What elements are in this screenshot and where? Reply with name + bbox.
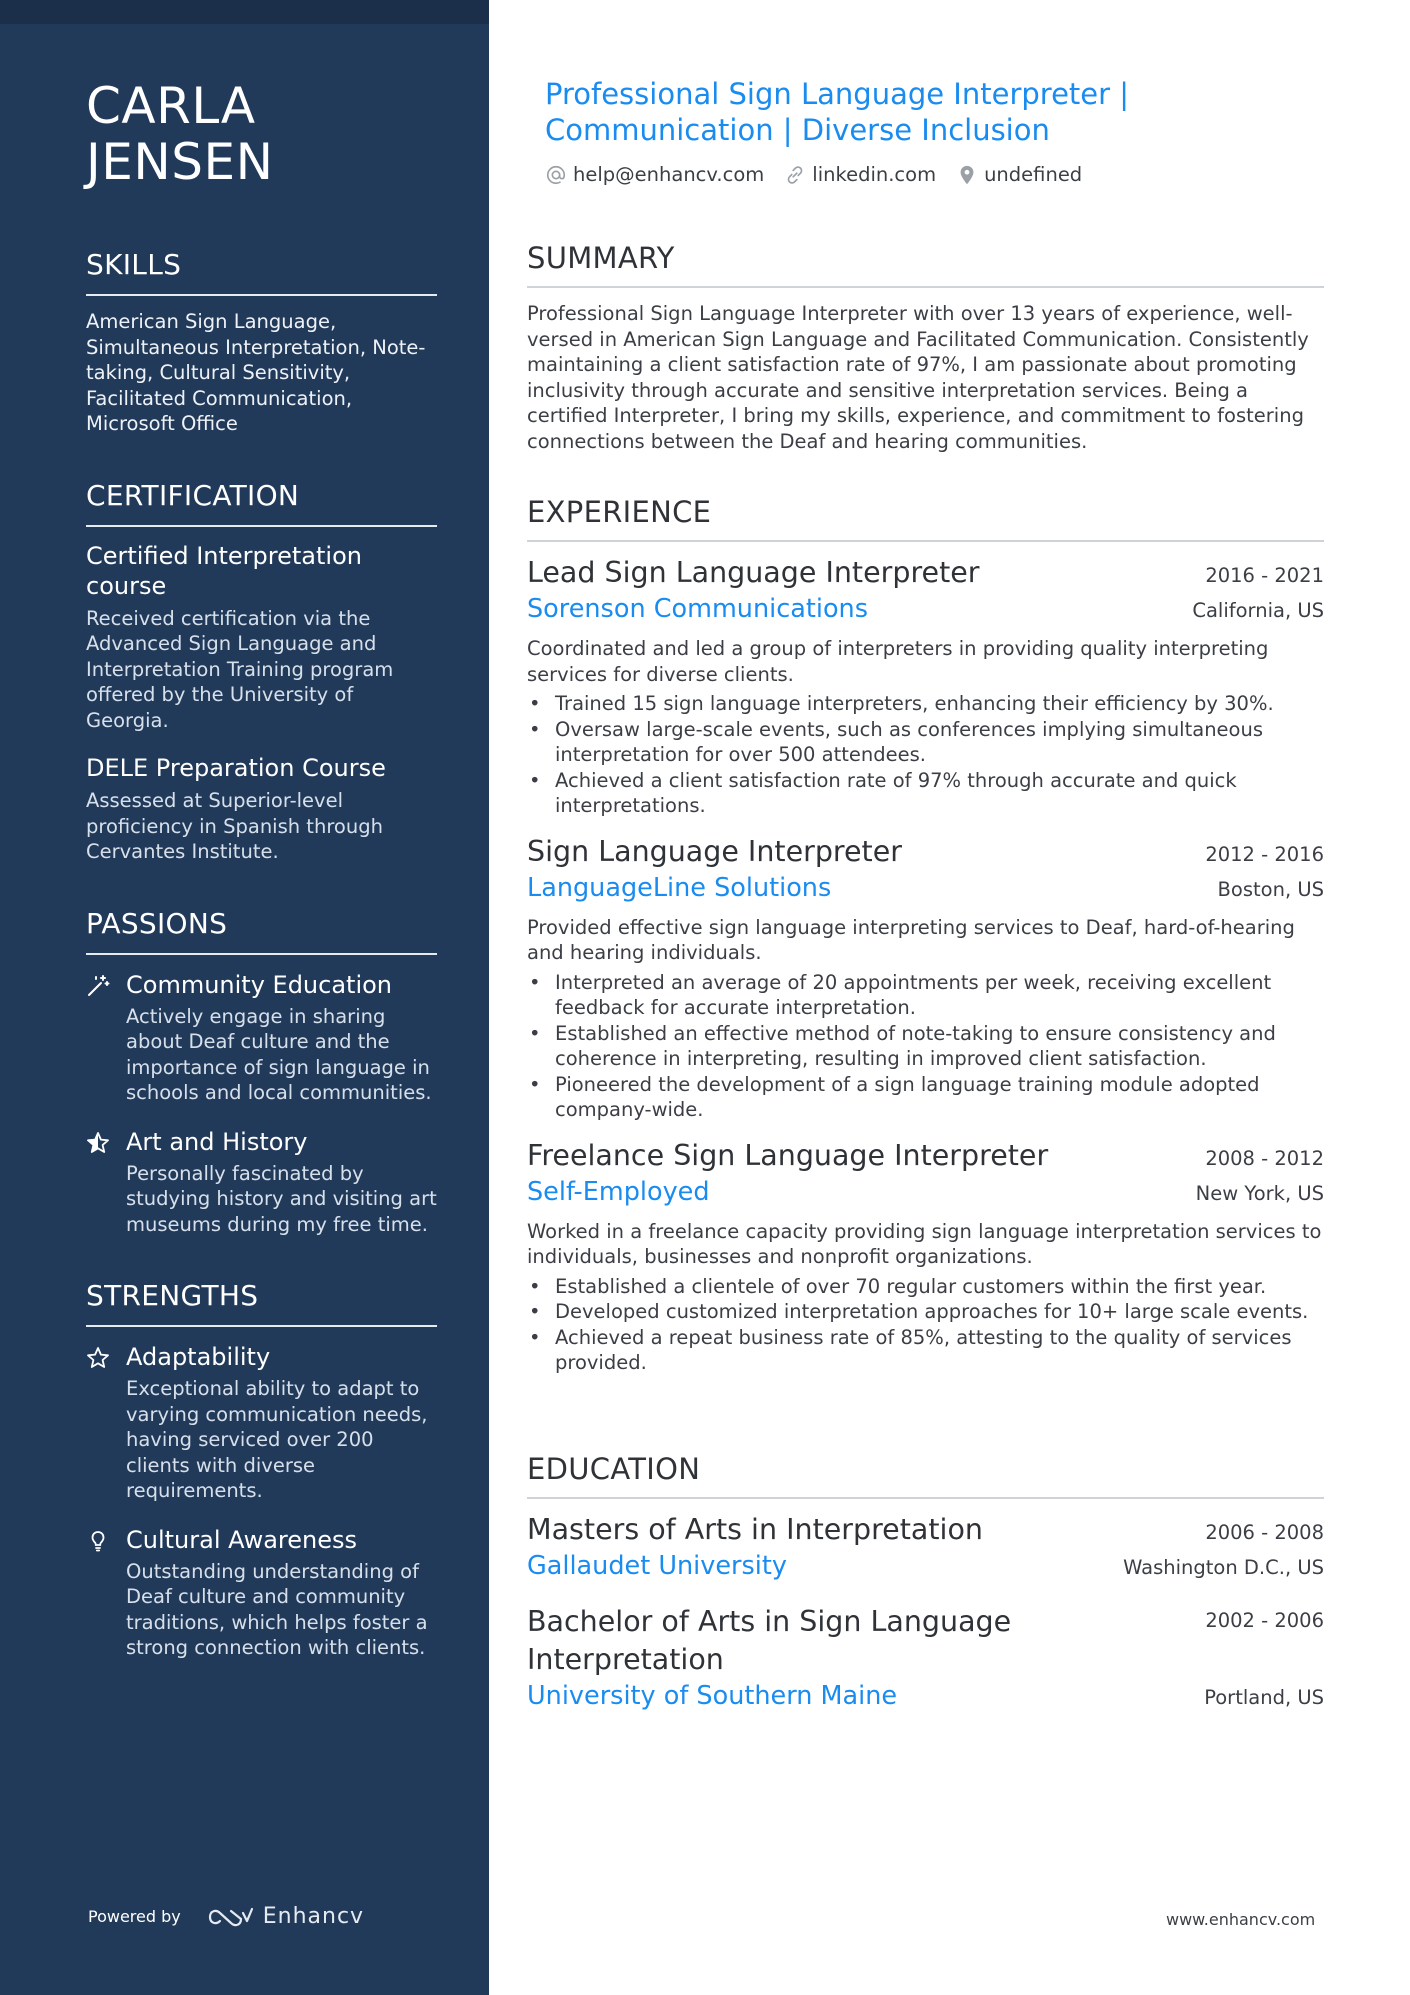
- job-bullet: • Achieved a repeat business rate of 85%, attesting to the quality of services provided.: [527, 1325, 1324, 1376]
- certification-item-title: DELE Preparation Course: [86, 754, 386, 782]
- job-bullet: • Established a clientele of over 70 regular customers within the first year.: [527, 1274, 1324, 1300]
- contact-linkedin[interactable]: [784, 163, 936, 186]
- strength-item-desc: Exceptional ability to adapt to varying communication needs, having serviced over 200 clients with diverse requirements.: [126, 1377, 428, 1502]
- enhancv-logo-text: Enhancv: [262, 1904, 365, 1929]
- summary-text: Professional Sign Language Interpreter with over 13 years of experience, well-versed in American Sign Language and Facilitated Communication. Consistently maintaining a client satisfaction rate of 97%, I am passionate about promoting inclusivity through accurate and sensitive interpretation services. Being a certified Interpreter, I bring my skills, experience, and commitment to fostering connections between the Deaf and hearing communities.: [527, 302, 1309, 453]
- certification-title: CERTIFICATION: [86, 479, 437, 527]
- education-item: [527, 1511, 1324, 1583]
- strengths-section: [86, 1279, 437, 1661]
- job-title: Sign Language Interpreter: [527, 834, 902, 868]
- star-icon: [86, 1346, 110, 1370]
- name-last: JENSEN: [86, 133, 274, 191]
- education-location: Portland, US: [1204, 1686, 1324, 1709]
- experience-item: [527, 1137, 1324, 1376]
- strength-item: [86, 1341, 437, 1504]
- job-bullets: [527, 691, 1324, 819]
- job-date: 2008 - 2012: [1205, 1146, 1324, 1170]
- strength-item: [86, 1524, 437, 1661]
- certification-item-desc: Assessed at Superior-level proficiency in Spanish through Cervantes Institute.: [86, 789, 383, 863]
- strength-item-title: Cultural Awareness: [126, 1525, 357, 1554]
- job-description: Provided effective sign language interpreting services to Deaf, hard-of-hearing and hearing individuals.: [527, 915, 1295, 964]
- job-bullet: • Pioneered the development of a sign language training module adopted company-wide.: [527, 1072, 1324, 1123]
- job-company: Sorenson Communications: [527, 594, 868, 624]
- job-bullet: • Trained 15 sign language interpreters, enhancing their efficiency by 30%.: [527, 691, 1324, 717]
- sidebar: [0, 0, 489, 1995]
- job-date: 2012 - 2016: [1205, 842, 1324, 866]
- education-section: [527, 1451, 1324, 1713]
- job-date: 2016 - 2021: [1205, 564, 1324, 587]
- job-location: California, US: [1192, 599, 1324, 622]
- certification-item-desc: Received certification via the Advanced Sign Language and Interpretation Training program offered by the University of Georgia.: [86, 606, 394, 732]
- candidate-name: [86, 78, 437, 190]
- name-first: CARLA: [86, 77, 256, 135]
- job-title: Lead Sign Language Interpreter: [527, 556, 980, 589]
- summary-section: [527, 240, 1324, 454]
- enhancv-logo-icon: [207, 1905, 255, 1929]
- passions-section: [86, 907, 437, 1238]
- certification-section: [86, 479, 437, 865]
- experience-item: [527, 833, 1324, 1123]
- passion-item-desc: Actively engage in sharing about Deaf culture and the importance of sign language in schools and local communities.: [126, 1004, 432, 1104]
- skills-text: American Sign Language, Simultaneous Interpretation, Note-taking, Cultural Sensitivity, Facilitated Communication, Microsoft Office: [86, 310, 426, 435]
- passion-item: [86, 969, 437, 1106]
- education-degree: Bachelor of Arts in Sign Language Interpretation: [527, 1605, 1012, 1676]
- passion-item: [86, 1126, 437, 1238]
- job-title: Freelance Sign Language Interpreter: [527, 1138, 1049, 1172]
- certification-item-title: Certified Interpretation course: [86, 541, 362, 600]
- job-description: Worked in a freelance capacity providing sign language interpretation services to individuals, businesses and nonprofit organizations.: [527, 1219, 1322, 1268]
- education-date: 2006 - 2008: [1205, 1521, 1324, 1544]
- skills-section: [86, 248, 437, 437]
- footer-url[interactable]: www.enhancv.com: [1166, 1910, 1316, 1929]
- headline: Professional Sign Language Interpreter | Communication | Diverse Inclusion: [545, 77, 1130, 147]
- passion-item-title: Art and History: [126, 1127, 308, 1156]
- job-company: Self-Employed: [527, 1176, 710, 1207]
- education-school: University of Southern Maine: [527, 1681, 898, 1711]
- education-title: EDUCATION: [527, 1451, 1324, 1499]
- certification-item: [86, 541, 437, 734]
- job-bullet: • Established an effective method of note-taking to ensure consistency and coherence in interpreting, resulting in improved client satisfaction.: [527, 1021, 1324, 1072]
- powered-by-label: Powered by: [88, 1907, 181, 1926]
- experience-title: EXPERIENCE: [527, 494, 1324, 542]
- education-item: [527, 1603, 1324, 1713]
- education-school: Gallaudet University: [527, 1551, 787, 1581]
- enhancv-logo[interactable]: [207, 1904, 364, 1929]
- contact-location-text: undefined: [984, 163, 1083, 186]
- job-bullet: • Developed customized interpretation approaches for 10+ large scale events.: [527, 1299, 1324, 1325]
- powered-by: [88, 1904, 364, 1929]
- job-bullets: [527, 970, 1324, 1123]
- contact-email-text: help@enhancv.com: [573, 163, 765, 186]
- sidebar-top-band: [0, 0, 489, 24]
- education-degree: Masters of Arts in Interpretation: [527, 1513, 983, 1546]
- link-icon: [784, 164, 806, 186]
- half-star-icon: [86, 1131, 110, 1155]
- location-pin-icon: [956, 164, 978, 186]
- job-location: Boston, US: [1217, 877, 1324, 901]
- strength-item-title: Adaptability: [126, 1343, 271, 1371]
- job-company: LanguageLine Solutions: [527, 872, 832, 903]
- experience-section: [527, 494, 1324, 1376]
- passions-title: PASSIONS: [86, 907, 437, 955]
- contact-linkedin-text: linkedin.com: [812, 163, 937, 186]
- lightbulb-icon: [86, 1529, 110, 1553]
- job-bullet: • Achieved a client satisfaction rate of 97% through accurate and quick interpretations.: [527, 768, 1324, 819]
- strengths-title: STRENGTHS: [86, 1279, 437, 1327]
- job-location: New York, US: [1195, 1181, 1324, 1205]
- contact-location: [956, 163, 1082, 186]
- strength-item-desc: Outstanding understanding of Deaf culture and community traditions, which helps foster a strong connection with clients.: [126, 1559, 428, 1659]
- education-date: 2002 - 2006: [1205, 1609, 1324, 1632]
- summary-title: SUMMARY: [527, 240, 1324, 288]
- magic-wand-icon: [86, 974, 110, 998]
- at-icon: [545, 164, 567, 186]
- passion-item-title: Community Education: [126, 970, 393, 999]
- contact-bar: [545, 163, 1102, 186]
- job-bullet: • Interpreted an average of 20 appointments per week, receiving excellent feedback for accurate interpretation.: [527, 970, 1324, 1021]
- job-description: Coordinated and led a group of interpreters in providing quality interpreting services for diverse clients.: [527, 637, 1269, 686]
- certification-item: [86, 753, 437, 865]
- skills-title: SKILLS: [86, 248, 437, 296]
- job-bullets: [527, 1274, 1324, 1376]
- education-location: Washington D.C., US: [1123, 1556, 1324, 1579]
- experience-item: [527, 554, 1324, 819]
- contact-email[interactable]: [545, 163, 764, 186]
- job-bullet: • Oversaw large-scale events, such as conferences implying simultaneous interpretation for over 500 attendees.: [527, 717, 1324, 768]
- passion-item-desc: Personally fascinated by studying history and visiting art museums during my free time.: [126, 1161, 437, 1236]
